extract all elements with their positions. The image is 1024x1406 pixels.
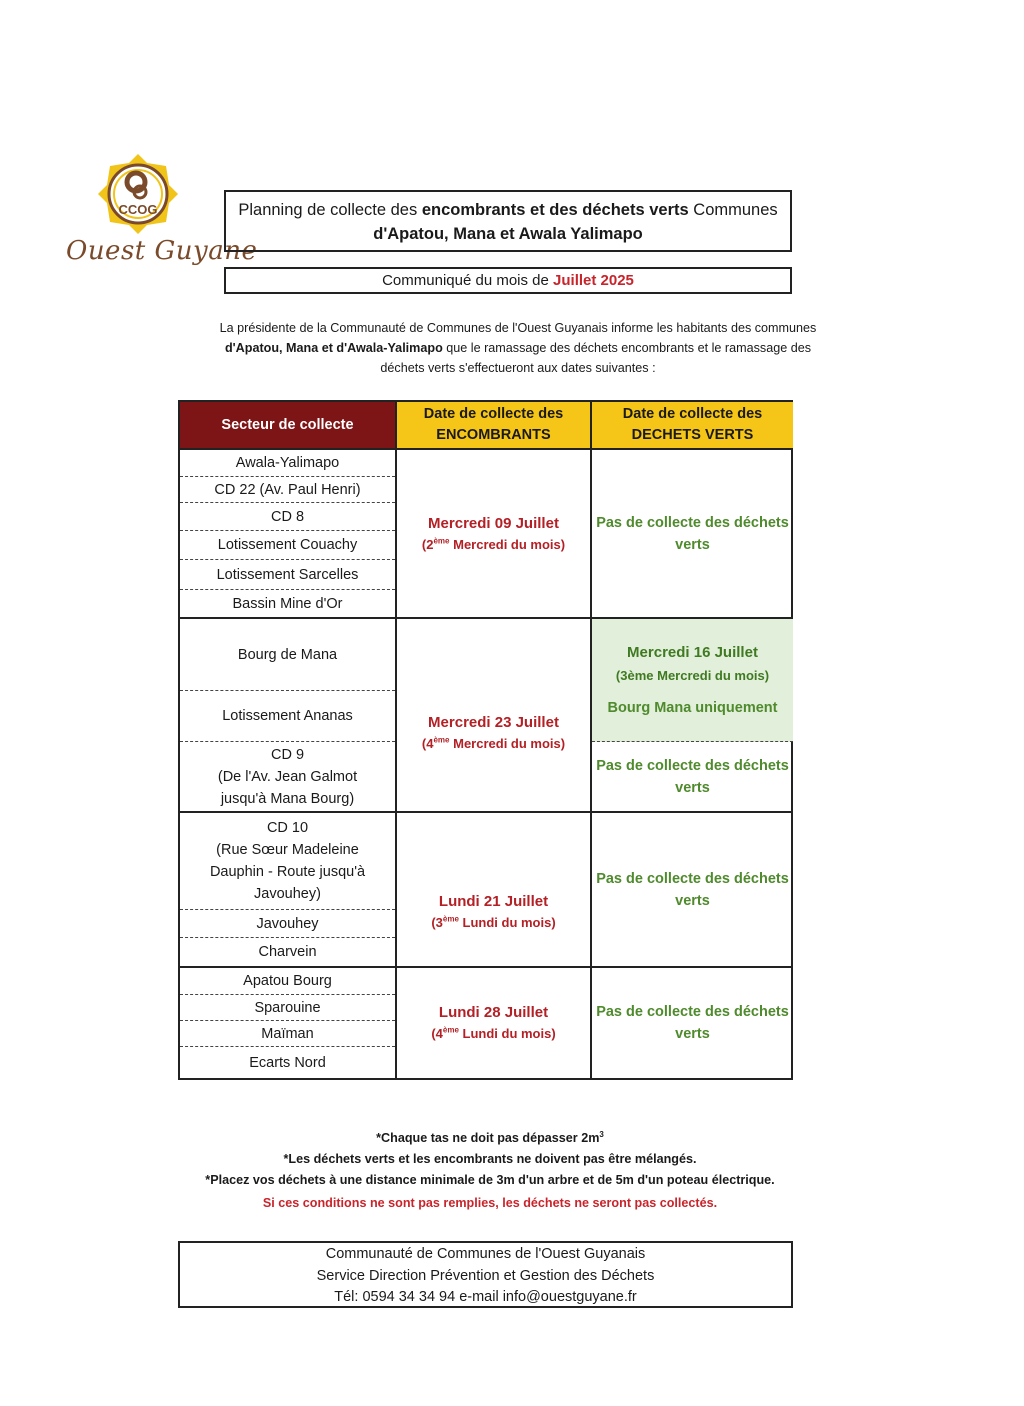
logo-badge-text: CCOG xyxy=(118,202,158,217)
contact-footer xyxy=(178,1241,793,1308)
warning-note: Si ces conditions ne sont pas remplies, les déchets ne seront pas collectés. xyxy=(262,1196,718,1210)
page-title xyxy=(224,190,792,252)
sector-cell: Maïman xyxy=(180,1021,395,1047)
ccog-sun-emblem-icon xyxy=(62,152,214,242)
verts-group-4: Pas de collecte des déchets verts xyxy=(592,968,793,1078)
verts-group-2: Mercredi 16 Juillet (3ème Mercredi du mois) Bourg Mana uniquement Pas de collecte des déchets verts xyxy=(592,619,793,813)
note-2: *Les déchets verts et les encombrants ne doivent pas être mélangés. xyxy=(283,1152,697,1166)
verts-no-collection: Pas de collecte des déchets xyxy=(596,757,789,774)
header-dechets-verts: Date de collecte des DECHETS VERTS xyxy=(592,402,793,450)
sector-cell: Bassin Mine d'Or xyxy=(232,595,343,612)
sector-column xyxy=(180,402,395,1078)
sector-cell: CD 9 (De l'Av. Jean Galmot jusqu'à Mana Bourg) xyxy=(217,746,358,807)
note-1: *Chaque tas ne doit pas dépasser $2m^3$ xyxy=(376,1129,604,1145)
encombrants-group-1 xyxy=(397,450,590,619)
sector-cell: Javouhey xyxy=(180,910,395,938)
footer-service: Service Direction Prévention et Gestion des Déchets xyxy=(316,1267,655,1284)
sector-group-1 xyxy=(180,450,395,619)
footer-org: Communauté de Communes de l'Ouest Guyanais xyxy=(325,1246,646,1262)
encombrants-date: Lundi 21 Juillet xyxy=(438,892,549,910)
verts-special-date: Mercredi 16 Juillet xyxy=(627,643,758,661)
sector-cell: Bourg de Mana xyxy=(180,619,395,691)
encombrants-date: Mercredi 23 Juillet xyxy=(428,714,559,731)
verts-no-collection: Pas de collecte des déchets xyxy=(596,1004,789,1020)
sector-cell: Charvein xyxy=(258,944,317,960)
sector-cell: Sparouine xyxy=(180,995,395,1021)
encombrants-subtitle: (4ème Mercredi du mois) xyxy=(421,735,566,751)
encombrants-subtitle: (4ème Lundi du mois) xyxy=(431,1025,556,1041)
communique-month: Juillet 2025 xyxy=(553,272,634,289)
sector-cell: CD 8 xyxy=(180,503,395,531)
collection-schedule-table xyxy=(178,400,793,1080)
sector-cell: Lotissement Sarcelles xyxy=(180,560,395,590)
title-line-2: d'Apatou, Mana et Awala Yalimapo xyxy=(373,225,643,243)
verts-special-box xyxy=(592,619,793,742)
sector-cell: Lotissement Ananas xyxy=(180,691,395,742)
footer-contact: Tél: 0594 34 34 94 e-mail info@ouestguyane.fr xyxy=(334,1289,637,1305)
sector-group-2 xyxy=(180,619,395,813)
title-line-1: Planning de collecte des encombrants et des déchets verts Communes xyxy=(238,201,778,219)
verts-no-collection: Pas de collecte des déchets xyxy=(596,870,789,887)
verts-group-3: Pas de collecte des déchets verts xyxy=(592,813,793,968)
encombrants-date: Lundi 28 Juillet xyxy=(438,1004,549,1021)
logo-script-text: Ouest Guyane xyxy=(66,236,258,266)
sector-group-3 xyxy=(180,813,395,968)
encombrants-date: Mercredi 09 Juillet xyxy=(428,514,559,532)
header-sector: Secteur de collecte xyxy=(180,402,395,450)
verts-special-note: Bourg Mana uniquement xyxy=(607,699,778,716)
encombrants-subtitle: (2ème Mercredi du mois) xyxy=(421,536,566,552)
communique-box: Communiqué du mois de Juillet 2025 xyxy=(224,267,792,294)
sector-cell: Apatou Bourg xyxy=(180,968,395,995)
encombrants-column xyxy=(395,402,590,1078)
sector-group-4 xyxy=(180,968,395,1078)
encombrants-group-3 xyxy=(397,813,590,968)
conditions-notes xyxy=(160,1128,820,1214)
header-encombrants: Date de collecte des ENCOMBRANTS xyxy=(397,402,590,450)
dechets-verts-column xyxy=(590,402,793,1078)
note-3: *Placez vos déchets à une distance minimale de 3m d'un arbre et de 5m d'un poteau électrique. xyxy=(205,1173,775,1187)
encombrants-group-4 xyxy=(397,968,590,1078)
sector-cell: CD 10 (Rue Sœur Madeleine Dauphin - Route jusqu'à Javouhey) xyxy=(180,813,395,910)
encombrants-group-2 xyxy=(397,619,590,813)
sector-cell: Awala-Yalimapo xyxy=(180,450,395,477)
sector-cell: Lotissement Couachy xyxy=(180,531,395,560)
verts-special-subtitle: (3ème Mercredi du mois) xyxy=(615,667,770,683)
encombrants-subtitle: (3ème Lundi du mois) xyxy=(431,914,556,930)
ccog-logo xyxy=(62,152,258,280)
verts-group-1: Pas de collecte des déchets verts xyxy=(592,450,793,619)
verts-no-collection: Pas de collecte des déchets xyxy=(596,514,789,531)
intro-paragraph: La présidente de la Communauté de Communes de l'Ouest Guyanais informe les habitants des communes d'Apatou, Mana et d'Awala-Yalimapo que le ramassage des déchets encombrants et le ramassage des déchets verts s'effectueront aux dates suivantes : xyxy=(219,321,817,375)
sector-cell: Ecarts Nord xyxy=(249,1054,326,1071)
sector-cell: CD 22 (Av. Paul Henri) xyxy=(180,477,395,503)
